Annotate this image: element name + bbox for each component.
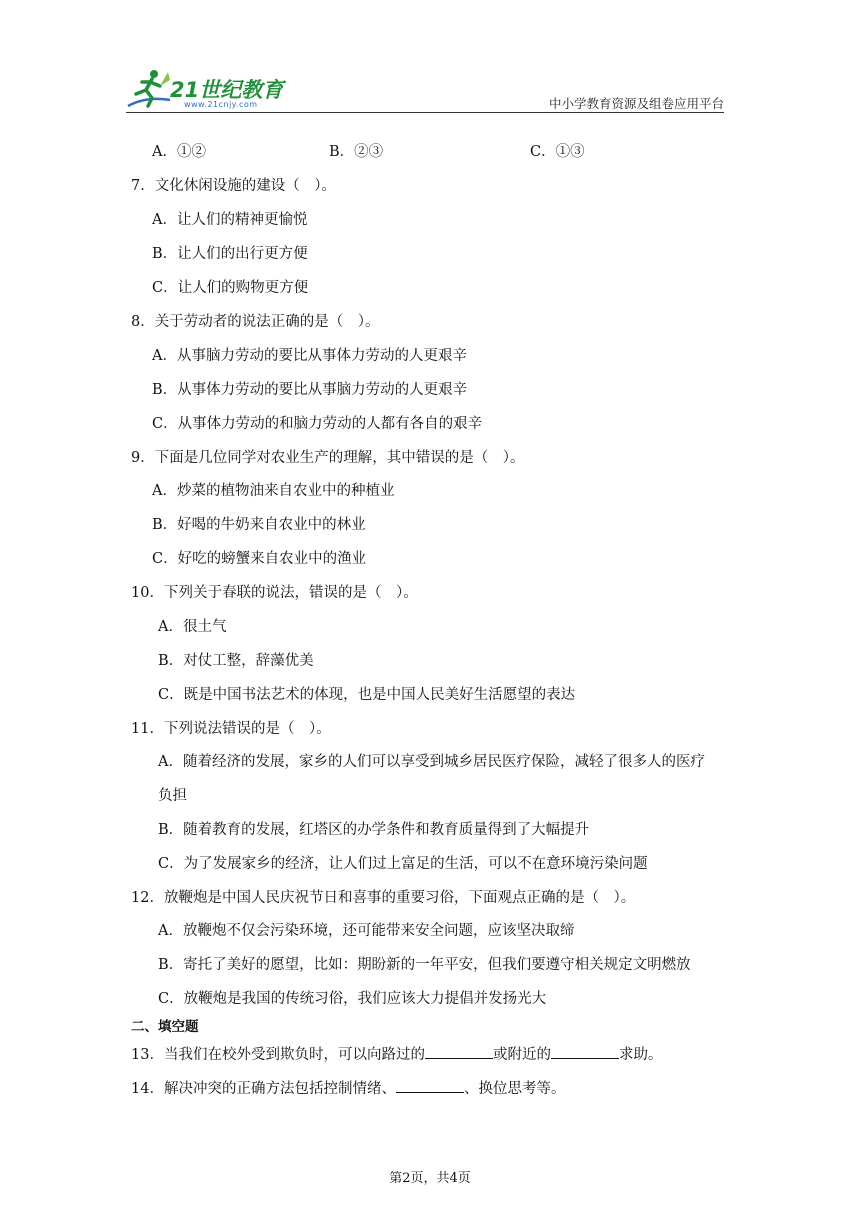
option: B．从事体力劳动的要比从事脑力劳动的人更艰辛 xyxy=(152,382,468,398)
question-text: 13．当我们在校外受到欺负时，可以向路过的 xyxy=(131,1047,425,1063)
option: B．寄托了美好的愿望，比如：期盼新的一年平安，但我们要遵守相关规定文明燃放 xyxy=(158,957,691,973)
option: C．为了发展家乡的经济，让人们过上富足的生活，可以不在意环境污染问题 xyxy=(158,856,648,872)
option: A．让人们的精神更愉悦 xyxy=(152,212,308,228)
question-text: 、换位思考等。 xyxy=(463,1081,566,1097)
option: C．既是中国书法艺术的体现，也是中国人民美好生活愿望的表达 xyxy=(158,687,576,703)
option-continuation: 负担 xyxy=(158,788,187,804)
page-footer: 第2页，共4页 xyxy=(389,1171,471,1186)
question-stem: 7．文化休闲设施的建设（ ）。 xyxy=(131,178,336,194)
header-divider xyxy=(126,112,724,113)
option: B．随着教育的发展，红塔区的办学条件和教育质量得到了大幅提升 xyxy=(158,822,590,838)
prev-option-a: A．①② xyxy=(152,144,206,160)
option: A．炒菜的植物油来自农业中的种植业 xyxy=(152,483,395,499)
option: A．从事脑力劳动的要比从事体力劳动的人更艰辛 xyxy=(152,348,467,364)
option: C．从事体力劳动的和脑力劳动的人都有各自的艰辛 xyxy=(152,416,483,432)
option: C．放鞭炮是我国的传统习俗，我们应该大力提倡并发扬光大 xyxy=(158,991,547,1007)
option: B．好喝的牛奶来自农业中的林业 xyxy=(152,517,366,533)
answer-blank[interactable] xyxy=(425,1044,493,1059)
option: C．好吃的螃蟹来自农业中的渔业 xyxy=(152,551,367,567)
question-text: 求助。 xyxy=(618,1047,663,1063)
answer-blank[interactable] xyxy=(396,1078,464,1093)
question-stem: 10．下列关于春联的说法，错误的是（ ）。 xyxy=(131,585,418,601)
page-header xyxy=(126,66,724,112)
question-text: 或附近的 xyxy=(492,1047,551,1063)
section-title: 二、填空题 xyxy=(131,1019,199,1035)
question-stem: 8．关于劳动者的说法正确的是（ ）。 xyxy=(131,314,380,330)
option: A．很土气 xyxy=(158,619,227,635)
prev-option-b: B．②③ xyxy=(329,144,384,160)
logo-text: 21世纪教育 xyxy=(170,78,284,102)
question-stem: 9．下面是几位同学对农业生产的理解，其中错误的是（ ）。 xyxy=(131,450,525,466)
logo-url: www.21cnjy.com xyxy=(184,100,258,109)
fill-blank-question-13 xyxy=(131,1044,662,1065)
option: B．让人们的出行更方便 xyxy=(152,246,308,262)
runner-logo-icon xyxy=(126,66,172,112)
option: A．放鞭炮不仅会污染环境，还可能带来安全问题，应该坚决取缔 xyxy=(158,923,575,939)
question-stem: 12．放鞭炮是中国人民庆祝节日和喜事的重要习俗，下面观点正确的是（ ）。 xyxy=(131,890,636,906)
logo xyxy=(126,66,296,112)
platform-title: 中小学教育资源及组卷应用平台 xyxy=(548,96,724,111)
question-text: 14．解决冲突的正确方法包括控制情绪、 xyxy=(131,1081,396,1097)
option: B．对仗工整，辞藻优美 xyxy=(158,653,314,669)
answer-blank[interactable] xyxy=(551,1044,619,1059)
prev-option-c: C．①③ xyxy=(530,144,585,160)
option: C．让人们的购物更方便 xyxy=(152,280,309,296)
question-stem: 11．下列说法错误的是（ ）。 xyxy=(131,721,331,737)
option: A．随着经济的发展，家乡的人们可以享受到城乡居民医疗保险，减轻了很多人的医疗 xyxy=(158,754,705,770)
fill-blank-question-14 xyxy=(131,1078,565,1099)
